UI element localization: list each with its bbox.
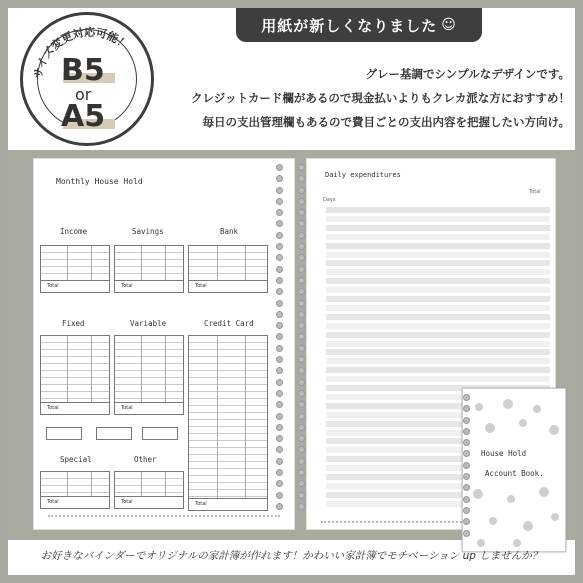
cover-title-line1: House Hold [481, 449, 527, 458]
ring-hole [276, 232, 283, 239]
daily-row [326, 358, 550, 365]
savings-table: Total [114, 245, 184, 293]
ring-hole [298, 446, 305, 453]
ring-hole [276, 435, 283, 442]
section-savings: Savings [132, 227, 164, 236]
income-table: Total [40, 245, 110, 293]
ring-hole [276, 333, 283, 340]
description-line: グレー基調でシンプルなデザインです。 [365, 67, 570, 81]
daily-row [326, 332, 550, 339]
ring-hole [463, 450, 470, 457]
ring-hole [298, 254, 305, 261]
ring-hole [298, 480, 305, 487]
ring-hole [298, 322, 305, 329]
ring-hole [276, 458, 283, 465]
section-income: Income [60, 227, 88, 236]
summary-box [46, 427, 82, 440]
ring-hole [463, 394, 470, 401]
decorative-dot [549, 425, 559, 435]
monthly-title: Monthly House Hold [56, 177, 143, 186]
footer-caption: お好きなバインダーでオリジナルの家計簿が作れます！かわいい家計簿でモチベーション up しませんか？ [40, 550, 543, 562]
ring-hole [298, 300, 305, 307]
daily-row [326, 305, 550, 312]
bank-table: Total [188, 245, 268, 293]
ring-hole [276, 243, 283, 250]
daily-row [326, 296, 550, 303]
ring-hole [298, 367, 305, 374]
ring-hole [276, 356, 283, 363]
ring-hole [298, 311, 305, 318]
size-or: or [75, 85, 92, 104]
ring-hole [463, 405, 470, 412]
cover-page [462, 388, 566, 552]
ring-hole [298, 469, 305, 476]
special-table: Total [40, 471, 110, 509]
ribbon-text: 用紙が新しくなりました [261, 16, 438, 35]
ring-hole [276, 424, 283, 431]
description-line: 毎日の支出管理欄もあるので費目ごとの支出内容を把握したい方向け。 [202, 115, 570, 129]
ring-hole [463, 417, 470, 424]
ring-hole [276, 446, 283, 453]
ring-hole [298, 435, 305, 442]
section-variable: Variable [130, 319, 167, 328]
ring-hole [276, 254, 283, 261]
ring-hole [298, 243, 305, 250]
daily-row [326, 234, 550, 241]
ring-hole [276, 288, 283, 295]
ring-hole [276, 492, 283, 499]
ring-hole [298, 266, 305, 273]
decorative-dot [473, 489, 483, 499]
size-b5: B5 [61, 53, 105, 88]
fixed-table: Total [40, 335, 110, 415]
section-fixed: Fixed [62, 319, 85, 328]
daily-row [326, 243, 550, 250]
description [150, 62, 570, 134]
dotted-divider [48, 515, 280, 517]
daily-row [326, 207, 550, 214]
ring-hole [276, 311, 283, 318]
ring-hole [276, 187, 283, 194]
decorative-dot [533, 405, 541, 413]
ring-hole [298, 345, 305, 352]
decorative-dot [539, 487, 549, 497]
ring-hole [298, 220, 305, 227]
daily-row [326, 269, 550, 276]
ring-hole [276, 379, 283, 386]
ring-hole [298, 401, 305, 408]
daily-row [326, 278, 550, 285]
ring-hole [298, 379, 305, 386]
ring-hole [463, 439, 470, 446]
ring-hole [276, 345, 283, 352]
ring-hole [276, 413, 283, 420]
ring-hole [463, 507, 470, 514]
daily-row [326, 367, 550, 374]
days-label: Days [323, 197, 336, 203]
description-line: クレジットカード欄があるので現金払いよりもクレカ派な方におすすめ！ [191, 91, 570, 105]
ring-hole [276, 220, 283, 227]
summary-box [142, 427, 178, 440]
smile-icon: ☺ [441, 17, 457, 33]
ring-hole [298, 198, 305, 205]
ring-hole [463, 518, 470, 525]
ring-hole [298, 175, 305, 182]
ring-hole [276, 503, 283, 510]
decorative-dot [489, 517, 497, 525]
ring-hole [298, 413, 305, 420]
daily-row [326, 252, 550, 259]
new-paper-ribbon [236, 8, 482, 42]
ring-hole [298, 209, 305, 216]
decorative-dot [513, 539, 521, 547]
decorative-dot [507, 495, 515, 503]
ring-hole [276, 277, 283, 284]
daily-row [326, 314, 550, 321]
daily-row [326, 376, 550, 383]
ring-hole [276, 300, 283, 307]
variable-table: Total [114, 335, 184, 415]
size-a5: A5 [61, 99, 106, 134]
ring-hole [276, 164, 283, 171]
ring-hole [276, 367, 283, 374]
daily-row [326, 287, 550, 294]
ring-hole [298, 232, 305, 239]
section-special: Special [60, 455, 92, 464]
other-table: Total [114, 471, 184, 509]
ring-hole [298, 503, 305, 510]
ring-hole [298, 356, 305, 363]
ring-hole [276, 209, 283, 216]
decorative-dot [485, 423, 495, 433]
binder-rings [298, 164, 306, 514]
decorative-dot [475, 403, 483, 411]
ring-hole [298, 277, 305, 284]
svg-text:サイズ変更対応可能！: サイズ変更対応可能！ [31, 25, 131, 80]
monthly-page [33, 158, 295, 530]
ring-hole [463, 496, 470, 503]
ring-hole [276, 469, 283, 476]
ring-hole [276, 266, 283, 273]
daily-row [326, 341, 550, 348]
daily-row [326, 225, 550, 232]
daily-title: Daily expenditures [325, 171, 401, 179]
cover-rings [463, 394, 471, 541]
daily-row [326, 216, 550, 223]
ring-hole [463, 530, 470, 537]
ring-hole [463, 462, 470, 469]
ring-hole [276, 322, 283, 329]
section-other: Other [134, 455, 157, 464]
ring-hole [298, 333, 305, 340]
ring-hole [276, 198, 283, 205]
binder-rings [276, 164, 284, 514]
size-badge [20, 12, 154, 146]
section-credit-card: Credit Card [204, 319, 254, 328]
ring-hole [298, 458, 305, 465]
ring-hole [298, 390, 305, 397]
ring-hole [298, 288, 305, 295]
cover-title-line2: Account Book. [485, 469, 544, 478]
summary-box [96, 427, 132, 440]
daily-row [326, 349, 550, 356]
ring-hole [463, 484, 470, 491]
decorative-dot [477, 539, 485, 547]
ring-hole [298, 424, 305, 431]
daily-row [326, 260, 550, 267]
section-bank: Bank [220, 227, 239, 236]
total-label: Total [529, 189, 541, 195]
ring-hole [298, 187, 305, 194]
ring-hole [276, 401, 283, 408]
ring-hole [298, 164, 305, 171]
ring-hole [463, 428, 470, 435]
ring-hole [276, 480, 283, 487]
decorative-dot [503, 399, 513, 409]
decorative-dot [523, 521, 533, 531]
ring-hole [276, 175, 283, 182]
ring-hole [463, 473, 470, 480]
ring-hole [298, 492, 305, 499]
credit-card-table: Total [188, 335, 268, 511]
decorative-dot [519, 419, 527, 427]
ring-hole [276, 390, 283, 397]
daily-row [326, 323, 550, 330]
decorative-dot [551, 513, 559, 521]
